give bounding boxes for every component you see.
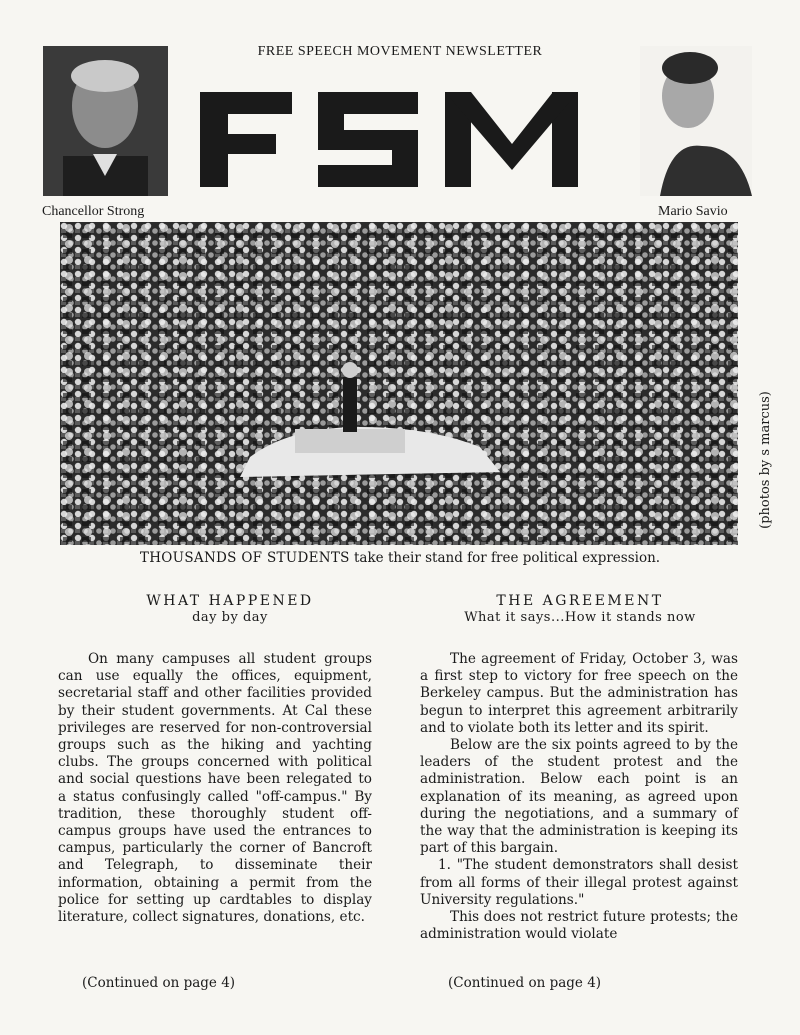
photo-credit: (photos by s marcus)	[758, 391, 773, 529]
left-continued: (Continued on page 4)	[82, 975, 236, 991]
chancellor-strong-caption: Chancellor Strong	[42, 204, 145, 219]
the-agreement-body	[420, 651, 738, 943]
what-happened-heading: WHAT HAPPENED	[146, 593, 314, 609]
mario-savio-photo	[640, 46, 752, 196]
paragraph: Below are the six points agreed to by the leaders of the student protest and the administration. Below each point is an explanation of its meaning, as agreed upon during the negotiations, and a summary of the way that the administration is keeping its part of this bargain.	[420, 737, 738, 857]
right-continued: (Continued on page 4)	[448, 975, 602, 991]
crowd-photo-caption	[60, 550, 740, 566]
chancellor-strong-photo	[43, 46, 168, 196]
what-happened-body	[58, 651, 372, 926]
fsm-logo-graphic	[200, 82, 580, 192]
paragraph: 1. "The student demonstrators shall desist from all forms of their illegal protest against University regulations."	[420, 857, 738, 908]
newsletter-masthead: FREE SPEECH MOVEMENT NEWSLETTER	[257, 44, 543, 59]
crowd-photo	[60, 222, 738, 545]
the-agreement-heading: THE AGREEMENT	[496, 593, 664, 609]
caption-rest: take their stand for free political expression.	[349, 550, 661, 566]
paragraph: On many campuses all student groups can use equally the offices, equipment, secretarial staff and other facilities provided by their student governments. At Cal these privileges are reserved for non-controversial groups such as the hiking and yachting clubs. The groups concerned with political and social questions have been relegated to a status confusingly called "off-campus." By tradition, these thoroughly student off-campus groups have used the entrances to campus, particularly the corner of Bancroft and Telegraph, to disseminate their information, obtaining a permit from the police for setting up cardtables to display literature, collect signatures, donations, etc.	[58, 651, 372, 926]
mario-savio-caption: Mario Savio	[658, 204, 728, 219]
paragraph: This does not restrict future protests; the administration would violate	[420, 909, 738, 943]
fsm-logo	[200, 82, 580, 192]
what-happened-subheading: day by day	[192, 610, 268, 625]
the-agreement-subheading: What it says...How it stands now	[464, 610, 696, 625]
paragraph: The agreement of Friday, October 3, was a first step to victory for free speech on the Berkeley campus. But the administration has begun to interpret this agreement arbitrarily and to violate both its letter and its spirit.	[420, 651, 738, 736]
caption-caps: THOUSANDS OF STUDENTS	[139, 550, 350, 566]
fsm-logo-text	[200, 82, 202, 83]
